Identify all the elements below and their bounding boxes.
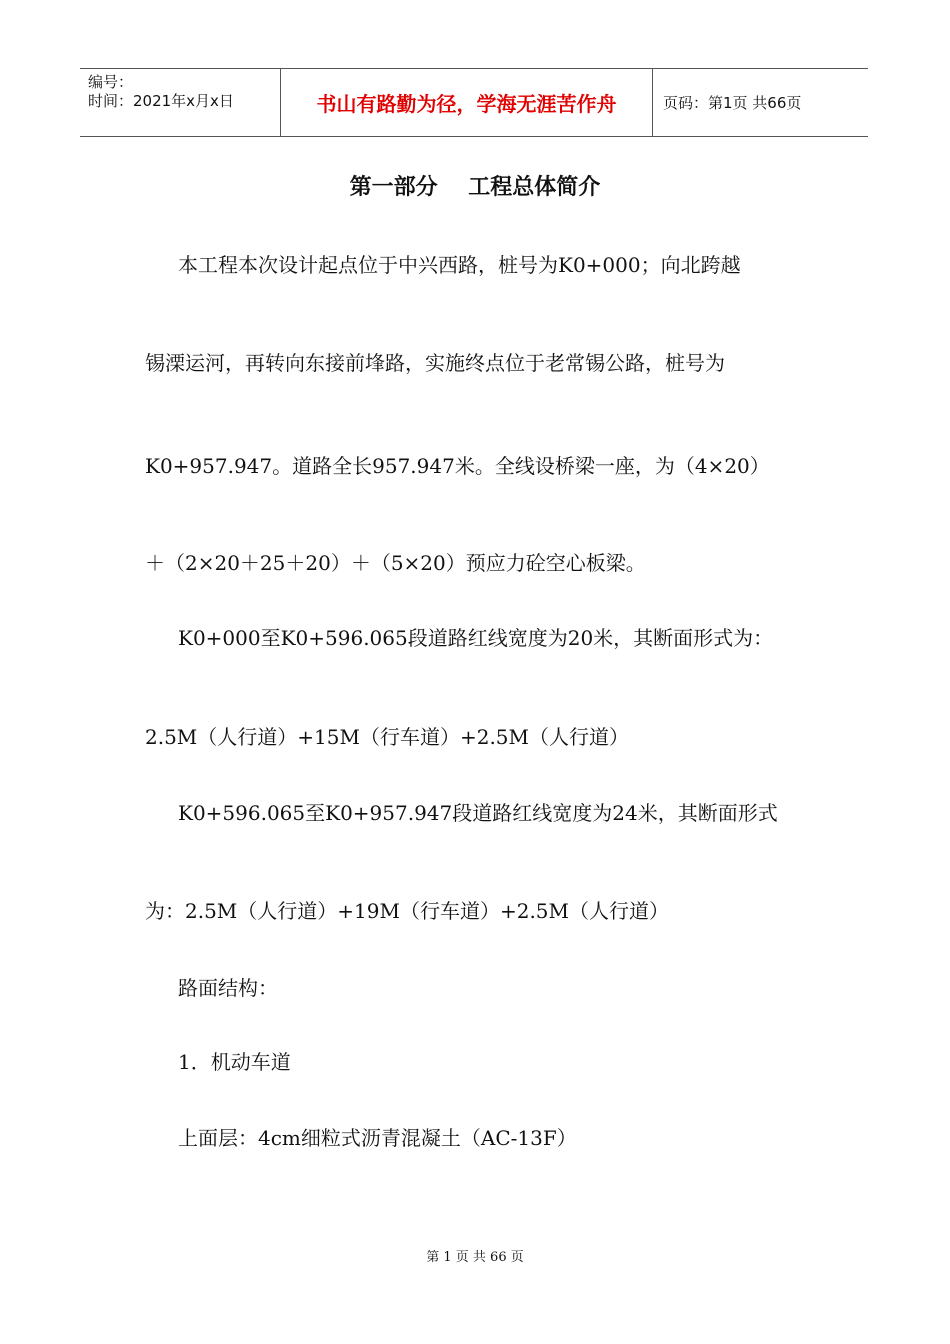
page-footer: 第 1 页 共 66 页 [426,1250,524,1265]
paragraph-line: 2.5M（人行道）+15M（行车道）+2.5M（人行道） [145,725,630,749]
header-page-info: 页码：第1页 共66页 [663,94,802,112]
paragraph-line: 锡溧运河，再转向东接前埄路，实施终点位于老常锡公路，桩号为 [145,351,725,375]
paragraph-line: ＋（2×20＋25＋20）＋（5×20）预应力砼空心板梁。 [145,551,646,575]
header-meta [80,69,280,136]
paragraph-line: 本工程本次设计起点位于中兴西路，桩号为K0+000；向北跨越 [178,253,741,277]
paragraph-line: K0+596.065至K0+957.947段道路红线宽度为24米，其断面形式 [178,801,778,825]
page-header [80,68,868,137]
paragraph-line: K0+957.947。道路全长957.947米。全线设桥梁一座，为（4×20） [145,454,770,478]
document-code-label: 编号： [88,73,134,91]
list-heading: 1．机动车道 [178,1050,291,1074]
header-motto: 书山有路勤为径，学海无涯苦作舟 [280,69,653,136]
paragraph-line: 为：2.5M（人行道）+19M（行车道）+2.5M（人行道） [145,899,670,923]
paragraph-line: K0+000至K0+596.065段道路红线宽度为20米，其断面形式为： [178,626,774,650]
section-title: 第一部分 工程总体简介 [349,175,601,200]
paragraph-line: 上面层：4cm细粒式沥青混凝土（AC-13F） [178,1126,577,1150]
paragraph-line: 路面结构： [178,976,278,1000]
document-date-label: 时间：2021年x月x日 [88,92,234,110]
